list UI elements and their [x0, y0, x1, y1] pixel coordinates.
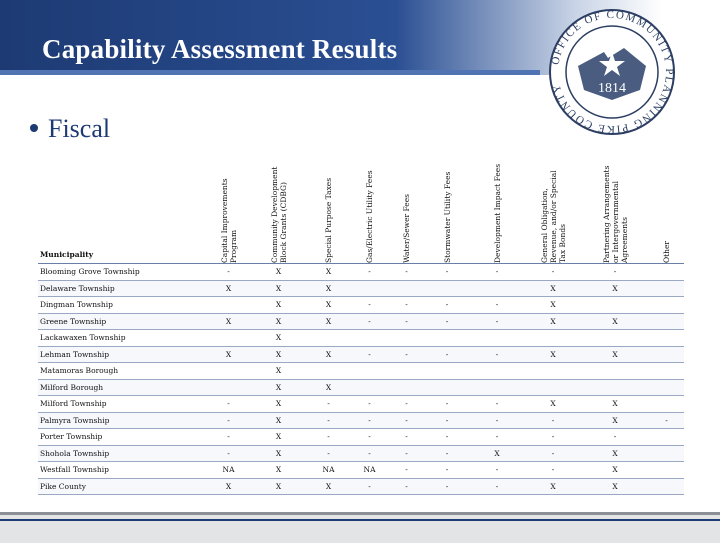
column-header: Capital Improvements Program: [206, 155, 251, 264]
table-cell: X: [206, 478, 251, 495]
table-row: [38, 412, 684, 429]
table-cell: -: [581, 429, 649, 446]
table-cell: X: [525, 478, 581, 495]
table-cell: -: [206, 412, 251, 429]
table-cell: [649, 297, 684, 314]
table-row: [38, 297, 684, 314]
municipality-name: Blooming Grove Township: [38, 264, 206, 281]
table-cell: -: [525, 445, 581, 462]
table-row: [38, 363, 684, 380]
table-cell: X: [251, 396, 306, 413]
table-cell: X: [251, 379, 306, 396]
column-header: Partnering Arrangements or Intergovernmental Agreements: [581, 155, 649, 264]
table-cell: [649, 462, 684, 479]
table-cell: X: [581, 462, 649, 479]
table-cell: -: [351, 396, 388, 413]
table-cell: [649, 313, 684, 330]
table-cell: X: [251, 297, 306, 314]
table-cell: -: [525, 429, 581, 446]
table-cell: X: [251, 412, 306, 429]
municipality-name: Porter Township: [38, 429, 206, 446]
table-cell: -: [469, 313, 525, 330]
table-cell: -: [425, 264, 469, 281]
table-cell: X: [581, 412, 649, 429]
table-cell: -: [351, 346, 388, 363]
municipality-name: Shohola Township: [38, 445, 206, 462]
table-cell: -: [388, 264, 425, 281]
column-header: Gas/Electric Utility Fees: [351, 155, 388, 264]
table-cell: X: [306, 379, 351, 396]
table-cell: -: [388, 346, 425, 363]
table-cell: X: [251, 264, 306, 281]
table-cell: X: [525, 396, 581, 413]
table-cell: -: [525, 264, 581, 281]
footer-line: [0, 519, 720, 521]
table-cell: -: [351, 264, 388, 281]
table-row: [38, 264, 684, 281]
table-cell: X: [525, 297, 581, 314]
table-cell: [525, 363, 581, 380]
table-row: [38, 313, 684, 330]
table-cell: X: [251, 445, 306, 462]
table-cell: X: [306, 313, 351, 330]
table-cell: X: [251, 363, 306, 380]
column-header: Water/Sewer Fees: [388, 155, 425, 264]
table-cell: [649, 396, 684, 413]
column-header: General Obligation, Revenue, and/or Special Tax Bonds: [525, 155, 581, 264]
table-cell: -: [306, 412, 351, 429]
table-cell: X: [581, 396, 649, 413]
table-cell: X: [206, 346, 251, 363]
table-cell: [351, 379, 388, 396]
municipality-name: Matamoras Borough: [38, 363, 206, 380]
table-cell: -: [425, 396, 469, 413]
municipality-name: Westfall Township: [38, 462, 206, 479]
table-cell: [388, 379, 425, 396]
table-cell: X: [525, 313, 581, 330]
column-header: Other: [649, 155, 684, 264]
table-cell: -: [388, 478, 425, 495]
municipality-name: Pike County: [38, 478, 206, 495]
county-seal-icon: [548, 8, 676, 136]
table-cell: -: [469, 478, 525, 495]
column-header: Special Purpose Taxes: [306, 155, 351, 264]
section-label: Fiscal: [48, 114, 111, 143]
table-cell: -: [469, 297, 525, 314]
table-cell: X: [251, 346, 306, 363]
table-cell: [649, 445, 684, 462]
table-cell: -: [469, 462, 525, 479]
table-header-row: [38, 155, 684, 264]
table-cell: [581, 297, 649, 314]
table-cell: X: [306, 297, 351, 314]
table-cell: X: [306, 264, 351, 281]
table-cell: -: [306, 396, 351, 413]
table-cell: [581, 379, 649, 396]
table-cell: [425, 379, 469, 396]
table-row: [38, 445, 684, 462]
table-cell: -: [469, 429, 525, 446]
municipality-name: Lehman Township: [38, 346, 206, 363]
table-cell: [206, 363, 251, 380]
table-cell: [649, 478, 684, 495]
table-cell: -: [425, 429, 469, 446]
table-row: [38, 379, 684, 396]
table-cell: [525, 379, 581, 396]
table-cell: NA: [351, 462, 388, 479]
table-cell: [649, 264, 684, 281]
table-cell: -: [425, 478, 469, 495]
table-row: [38, 429, 684, 446]
table-cell: [525, 330, 581, 347]
table-cell: -: [469, 264, 525, 281]
table-cell: -: [351, 297, 388, 314]
municipality-name: Palmyra Township: [38, 412, 206, 429]
table-cell: X: [469, 445, 525, 462]
capability-table: [38, 155, 684, 495]
table-cell: [306, 363, 351, 380]
table-cell: [388, 330, 425, 347]
table-cell: -: [306, 429, 351, 446]
table-cell: [469, 280, 525, 297]
seal-year: 1814: [598, 81, 626, 96]
municipality-name: Milford Borough: [38, 379, 206, 396]
municipality-name: Delaware Township: [38, 280, 206, 297]
table-cell: -: [649, 412, 684, 429]
table-cell: [649, 379, 684, 396]
table-cell: -: [425, 313, 469, 330]
table-cell: [581, 363, 649, 380]
table-cell: [425, 330, 469, 347]
table-cell: [351, 330, 388, 347]
table-cell: -: [425, 445, 469, 462]
table-cell: [206, 330, 251, 347]
table-cell: X: [306, 346, 351, 363]
table-cell: X: [581, 445, 649, 462]
table-cell: -: [206, 429, 251, 446]
header-underline: [0, 70, 540, 75]
table-row: [38, 462, 684, 479]
municipality-name: Greene Township: [38, 313, 206, 330]
table-cell: [206, 297, 251, 314]
table-body: [38, 264, 684, 495]
table-cell: NA: [306, 462, 351, 479]
table-cell: X: [206, 280, 251, 297]
table-cell: [388, 280, 425, 297]
table-cell: [425, 363, 469, 380]
table-cell: -: [425, 412, 469, 429]
table-cell: X: [525, 346, 581, 363]
table-cell: X: [206, 313, 251, 330]
table-row: [38, 396, 684, 413]
column-header: Community Development Block Grants (CDBG): [251, 155, 306, 264]
table-cell: X: [251, 478, 306, 495]
table-cell: -: [206, 396, 251, 413]
table-cell: -: [351, 412, 388, 429]
table-cell: -: [351, 313, 388, 330]
municipality-name: Lackawaxen Township: [38, 330, 206, 347]
table-cell: [469, 363, 525, 380]
table-cell: -: [388, 313, 425, 330]
table-cell: -: [425, 346, 469, 363]
seal-ring-text: OFFICE OF COMMUNITY PLANNING PIKE COUNTY: [549, 8, 676, 136]
table-cell: -: [306, 445, 351, 462]
table-cell: [306, 330, 351, 347]
table-cell: X: [251, 429, 306, 446]
table-cell: [649, 363, 684, 380]
table-cell: -: [388, 412, 425, 429]
table-cell: -: [425, 462, 469, 479]
table-cell: [469, 379, 525, 396]
table-cell: X: [581, 280, 649, 297]
table-cell: -: [206, 445, 251, 462]
table-cell: X: [581, 346, 649, 363]
table-cell: -: [388, 396, 425, 413]
table-cell: [206, 379, 251, 396]
table-cell: [649, 346, 684, 363]
table-row: [38, 330, 684, 347]
table-cell: -: [581, 264, 649, 281]
table-cell: -: [469, 396, 525, 413]
table-cell: -: [388, 429, 425, 446]
table-cell: X: [251, 330, 306, 347]
table-cell: [425, 280, 469, 297]
footer-bar: [0, 512, 720, 543]
table-cell: -: [206, 264, 251, 281]
table-cell: X: [306, 478, 351, 495]
table-cell: X: [251, 313, 306, 330]
table-cell: -: [469, 346, 525, 363]
table-cell: X: [581, 313, 649, 330]
page-title: Capability Assessment Results: [42, 34, 398, 64]
table-cell: NA: [206, 462, 251, 479]
table-cell: -: [425, 297, 469, 314]
table-row: [38, 280, 684, 297]
table-cell: -: [388, 297, 425, 314]
table-cell: -: [469, 412, 525, 429]
table-cell: [649, 330, 684, 347]
bullet-icon: [30, 124, 38, 132]
table-cell: -: [388, 462, 425, 479]
table-cell: [351, 363, 388, 380]
table-cell: [469, 330, 525, 347]
table-cell: -: [351, 429, 388, 446]
table-cell: X: [251, 462, 306, 479]
table-cell: [388, 363, 425, 380]
table-cell: -: [525, 412, 581, 429]
column-header: Development Impact Fees: [469, 155, 525, 264]
table-cell: [649, 280, 684, 297]
column-header-municipality: Municipality: [38, 155, 206, 264]
table-cell: X: [251, 280, 306, 297]
table-cell: X: [525, 280, 581, 297]
section-bullet: [30, 114, 110, 144]
table-cell: [351, 280, 388, 297]
table-cell: [649, 429, 684, 446]
municipality-name: Milford Township: [38, 396, 206, 413]
table-cell: [581, 330, 649, 347]
table-cell: X: [581, 478, 649, 495]
table-cell: -: [388, 445, 425, 462]
table-row: [38, 478, 684, 495]
column-header: Stormwater Utility Fees: [425, 155, 469, 264]
table-cell: X: [306, 280, 351, 297]
table-cell: -: [351, 445, 388, 462]
table-cell: -: [525, 462, 581, 479]
table-row: [38, 346, 684, 363]
table-cell: -: [351, 478, 388, 495]
municipality-name: Dingman Township: [38, 297, 206, 314]
